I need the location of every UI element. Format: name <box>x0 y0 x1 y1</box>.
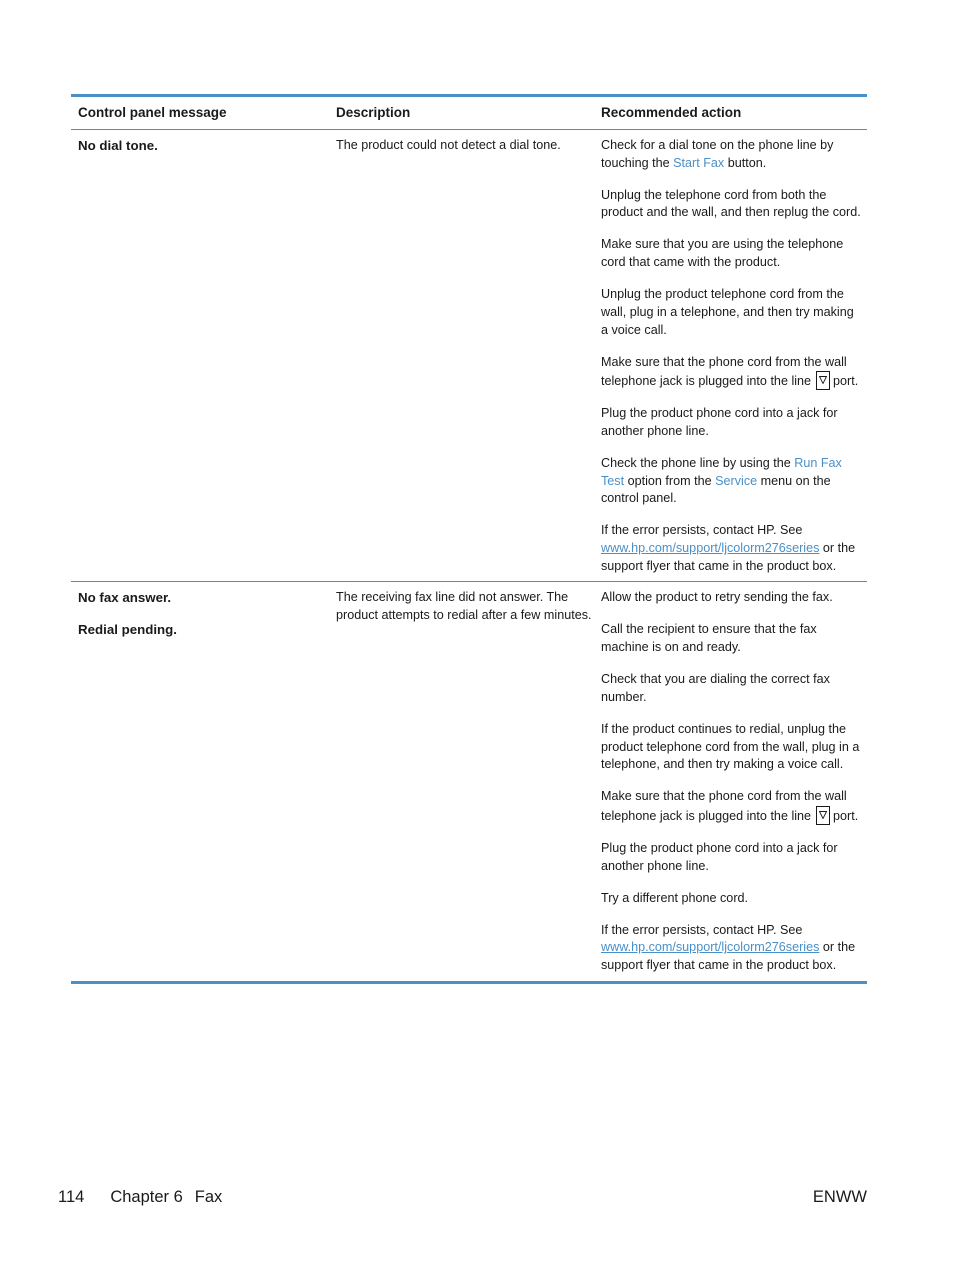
support-link[interactable]: www.hp.com/support/ljcolorm276series <box>601 541 820 556</box>
recommended-action-item <box>601 522 861 575</box>
page-footer <box>58 1188 867 1207</box>
action-text: Plug the product phone cord into a jack for another phone line. <box>601 840 838 873</box>
action-text: Check the phone line by using the <box>601 455 795 470</box>
description-text: The product could not detect a dial tone. <box>336 138 561 152</box>
action-text: or the support flyer that came in the product box. <box>601 940 856 973</box>
action-text: Allow the product to retry sending the fax. <box>601 590 833 605</box>
action-text: port. <box>829 808 859 823</box>
control-panel-message: Redial pending. <box>78 622 177 638</box>
recommended-action-item <box>601 455 861 508</box>
action-text: Check for a dial tone on the phone line by touching the <box>601 138 834 170</box>
recommended-action-item <box>601 236 861 271</box>
action-text: If the error persists, contact HP. See <box>601 922 803 937</box>
locale-code: ENWW <box>812 1188 867 1206</box>
action-text: If the product continues to redial, unplug the product telephone cord from the wall, plug in a telephone, and then try making a voice call. <box>601 721 860 772</box>
control-panel-message: No dial tone. <box>78 138 158 153</box>
fax-error-table <box>71 94 867 984</box>
recommended-action-item <box>601 137 861 172</box>
control-panel-item-name: Service <box>715 473 758 488</box>
recommended-action-item <box>601 354 861 391</box>
control-panel-message: No fax answer. <box>78 590 172 606</box>
table-row <box>71 130 867 582</box>
action-text: port. <box>829 374 859 389</box>
action-text: Check that you are dialing the correct fax number. <box>601 672 830 704</box>
action-text: Plug the product phone cord into a jack for another phone line. <box>601 406 838 438</box>
recommended-action-item <box>601 671 861 706</box>
page-number: 114 <box>58 1188 85 1206</box>
recommended-action-item <box>601 405 861 440</box>
line-port-icon <box>816 371 830 390</box>
recommended-action-item <box>601 840 861 875</box>
action-text: option from the <box>624 473 716 488</box>
recommended-action-item <box>601 890 861 908</box>
header-description: Description <box>336 105 411 120</box>
cell-description <box>336 130 601 581</box>
action-text: Make sure that you are using the telephone cord that came with the product. <box>601 237 844 270</box>
recommended-action-item <box>601 286 861 339</box>
recommended-action-item <box>601 788 861 825</box>
action-text: menu on the control panel. <box>601 473 831 506</box>
line-port-icon <box>816 806 830 825</box>
section-label: Fax <box>194 1188 223 1206</box>
recommended-action-item <box>601 187 861 222</box>
cell-recommended-action <box>601 582 867 980</box>
action-text: button. <box>724 155 767 170</box>
action-text: Try a different phone cord. <box>601 890 749 905</box>
control-panel-item-name: Run Fax Test <box>601 455 842 488</box>
table-header <box>71 97 867 130</box>
action-text: Call the recipient to ensure that the fax machine is on and ready. <box>601 622 817 655</box>
recommended-action-item <box>601 721 861 774</box>
support-link[interactable]: www.hp.com/support/ljcolorm276series <box>601 940 820 955</box>
control-panel-item-name: Start Fax <box>673 155 725 170</box>
recommended-action-item <box>601 621 861 656</box>
description-text: The receiving fax line did not answer. The product attempts to redial after a few minutes. <box>336 590 592 623</box>
cell-control-panel-message <box>71 130 336 581</box>
cell-control-panel-message <box>71 582 336 980</box>
action-text: Make sure that the phone cord from the wall telephone jack is plugged into the line <box>601 354 847 389</box>
table-row <box>71 582 867 980</box>
action-text: Make sure that the phone cord from the wall telephone jack is plugged into the line <box>601 789 847 823</box>
recommended-action-item <box>601 922 861 975</box>
cell-description <box>336 582 601 980</box>
recommended-action-item <box>601 589 861 607</box>
action-text: Unplug the product telephone cord from the wall, plug in a telephone, and then try making a voice call. <box>601 287 854 337</box>
header-recommended-action: Recommended action <box>601 105 742 120</box>
chapter-label: Chapter 6 <box>110 1188 183 1206</box>
action-text: If the error persists, contact HP. See <box>601 523 803 538</box>
header-control-panel-message: Control panel message <box>78 105 227 120</box>
action-text: or the support flyer that came in the product box. <box>601 541 856 573</box>
action-text: Unplug the telephone cord from both the product and the wall, and then replug the cord. <box>601 187 861 220</box>
cell-recommended-action <box>601 130 867 581</box>
